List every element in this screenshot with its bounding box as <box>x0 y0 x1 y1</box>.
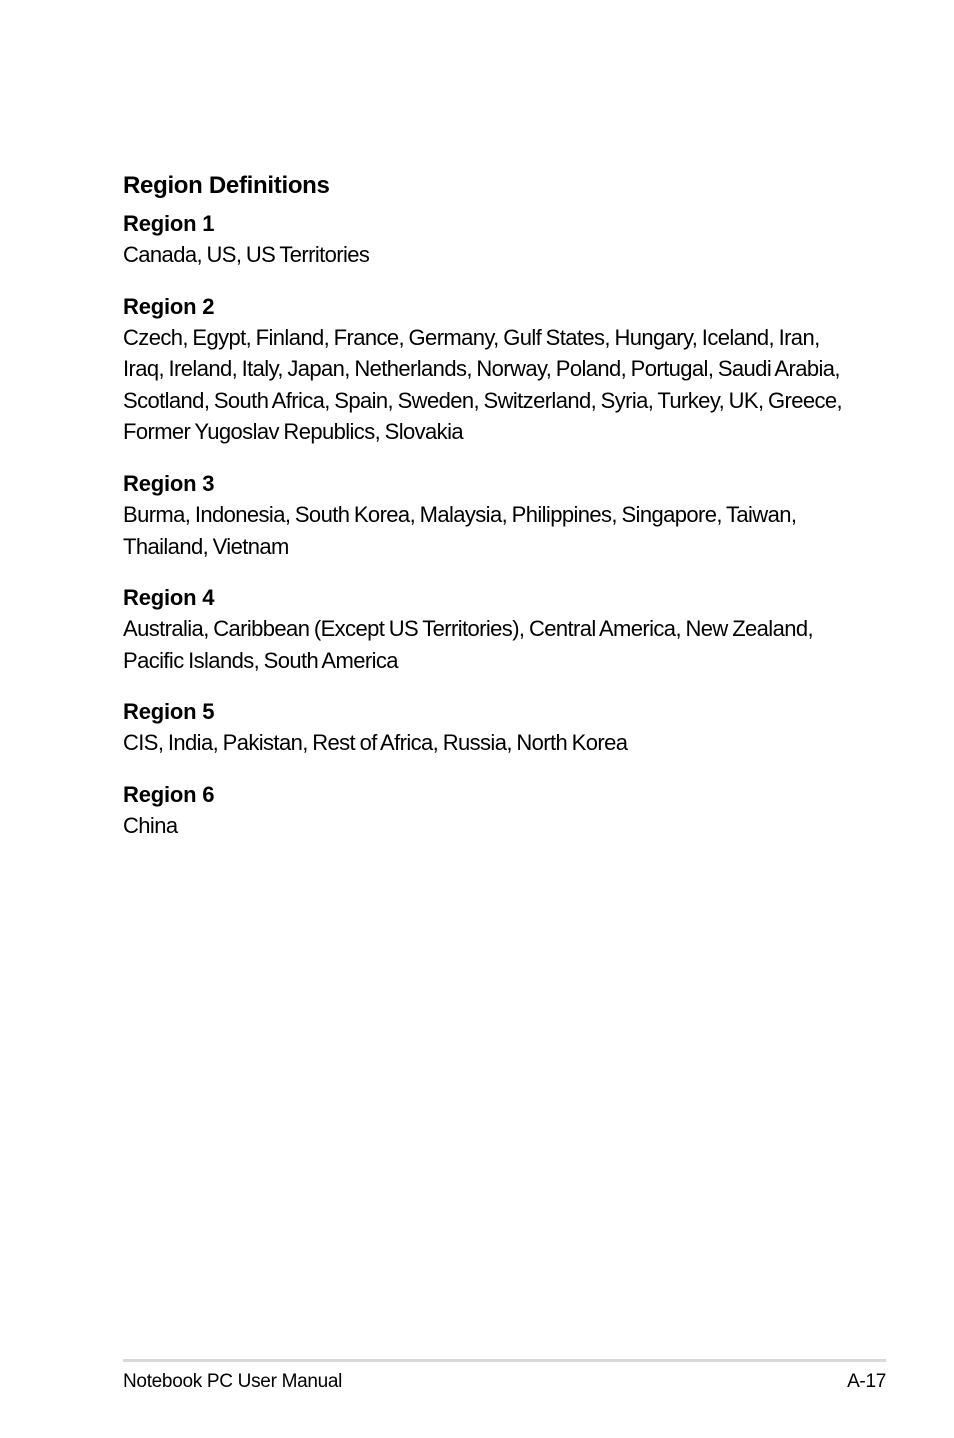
page-content <box>123 170 843 862</box>
region-3-title: Region 3 <box>123 470 215 496</box>
page-footer <box>123 1359 886 1394</box>
footer-text-row <box>123 1362 886 1394</box>
region-3-countries: Burma, Indonesia, South Korea, Malaysia, Philippines, Singapore, Taiwan, Thailand, Vietnam <box>123 501 797 559</box>
region-4-countries: Australia, Caribbean (Except US Territories), Central America, New Zealand, Pacific Islands, South America <box>123 616 814 673</box>
region-5-countries: CIS, India, Pakistan, Rest of Africa, Russia, North Korea <box>123 730 628 756</box>
region-1-countries: Canada, US, US Territories <box>123 242 370 267</box>
region-6-title: Region 6 <box>123 781 215 807</box>
region-3-section <box>123 468 843 562</box>
region-2-section <box>123 291 843 448</box>
footer-page-number: A-17 <box>847 1371 886 1392</box>
region-5-title: Region 5 <box>123 699 215 725</box>
region-5-section <box>123 696 843 759</box>
region-6-countries: China <box>123 812 178 838</box>
footer-manual-title: Notebook PC User Manual <box>123 1371 343 1392</box>
region-1-section <box>123 208 843 271</box>
page-title: Region Definitions <box>123 172 330 199</box>
region-4-title: Region 4 <box>123 585 215 611</box>
region-1-title: Region 1 <box>123 211 215 236</box>
region-6-section <box>123 779 843 842</box>
region-2-countries: Czech, Egypt, Finland, France, Germany, Gulf States, Hungary, Iceland, Iran, Iraq, Ireland, Italy, Japan, Netherlands, Norway, Poland, Portugal, Saudi Arabia, Scotland, South Africa, Spain, Sweden, Switzerland, Syria, Turkey, UK, Greece, Former Yugoslav Republics, Slovakia <box>123 324 843 445</box>
region-4-section <box>123 582 843 676</box>
region-2-title: Region 2 <box>123 293 215 319</box>
